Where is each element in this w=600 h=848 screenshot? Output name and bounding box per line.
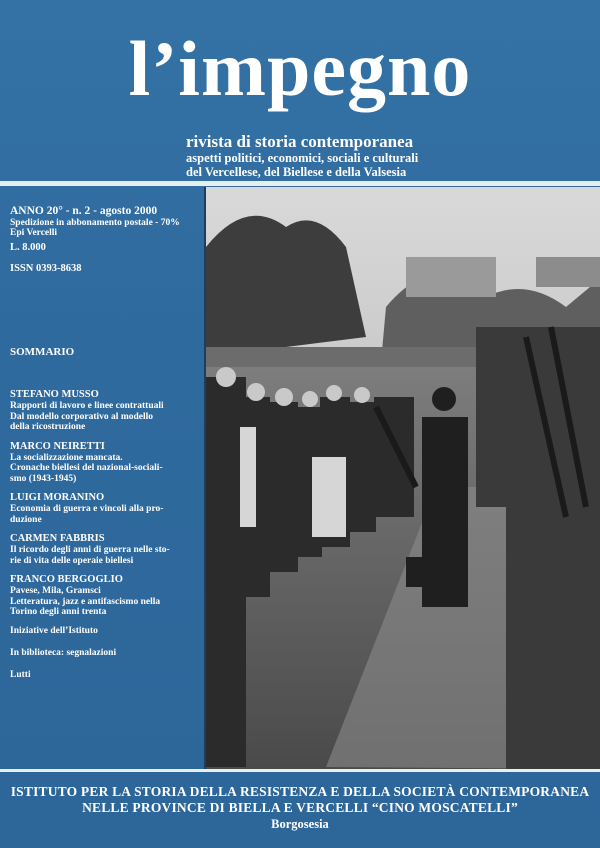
- article-title-line: smo (1943-1945): [10, 473, 77, 484]
- article-title-line: Pavese, Mila, Gramsci: [10, 586, 101, 596]
- article-author: STEFANO MUSSO: [10, 389, 99, 400]
- article-item: [10, 533, 196, 566]
- issue-office: Epi Vercelli: [10, 228, 58, 238]
- historical-photo-illustration: [206, 187, 600, 769]
- misc-sections: [10, 626, 196, 681]
- publisher-city: Borgosesia: [271, 817, 329, 831]
- article-title-line: Torino degli anni trenta: [10, 607, 107, 617]
- article-title-line: rie di vita delle operaie biellesi: [10, 555, 134, 566]
- misc-item: Lutti: [10, 669, 31, 680]
- article-item: [10, 389, 196, 433]
- article-author: MARCO NEIRETTI: [10, 440, 105, 452]
- cover-photograph: [204, 187, 600, 769]
- article-list: [10, 389, 196, 618]
- publisher-line-1: ISTITUTO PER LA STORIA DELLA RESISTENZA E DELLA SOCIETÀ CONTEMPORANEA: [10, 784, 590, 799]
- article-title-line: Cronache biellesi del nazional-sociali-: [10, 463, 163, 473]
- subtitle-line-2: del Vercellese, del Biellese e della Valsesia: [186, 165, 407, 179]
- article-title-line: Rapporti di lavoro e linee contrattuali: [10, 401, 164, 411]
- misc-item: Iniziative dell’Istituto: [10, 625, 98, 636]
- article-title-line: La socializzazione mancata.: [10, 452, 123, 463]
- article-item: [10, 492, 196, 525]
- article-title-line: Economia di guerra e vincoli alla pro-: [10, 504, 164, 514]
- article-title-line: duzione: [10, 514, 42, 525]
- sommario-heading: SOMMARIO: [10, 345, 75, 358]
- masthead-title: l’impegno: [128, 25, 472, 112]
- header-divider: [0, 181, 600, 186]
- article-item: [10, 441, 196, 485]
- article-title-line: Letteratura, jazz e antifascismo nella: [10, 596, 161, 607]
- misc-item: In biblioteca: segnalazioni: [10, 647, 117, 658]
- article-title-line: della ricostruzione: [10, 422, 86, 432]
- issue-info: [10, 206, 196, 239]
- article-author: CARMEN FABBRIS: [10, 533, 105, 544]
- article-title-line: Il ricordo degli anni di guerra nelle sto-: [10, 545, 170, 555]
- article-title-line: Dal modello corporativo al modello: [10, 411, 154, 422]
- issue-price: L. 8.000: [10, 241, 46, 253]
- subtitle-main: rivista di storia contemporanea: [186, 132, 414, 151]
- issue-number: ANNO 20° - n. 2 - agosto 2000: [10, 205, 158, 217]
- issue-issn: ISSN 0393-8638: [10, 263, 82, 274]
- publisher-footer: [0, 784, 600, 832]
- issue-shipping: Spedizione in abbonamento postale - 70%: [10, 217, 180, 228]
- subtitle-line-1: aspetti politici, economici, sociali e culturali: [186, 151, 419, 165]
- article-item: [10, 574, 196, 618]
- footer-divider: [0, 769, 600, 772]
- publisher-line-2: NELLE PROVINCE DI BIELLA E VERCELLI “CINO MOSCATELLI”: [82, 800, 518, 815]
- article-author: LUIGI MORANINO: [10, 492, 105, 503]
- contents-sidebar: [10, 206, 196, 692]
- masthead-subtitle: [186, 132, 418, 179]
- article-author: FRANCO BERGOGLIO: [10, 574, 123, 585]
